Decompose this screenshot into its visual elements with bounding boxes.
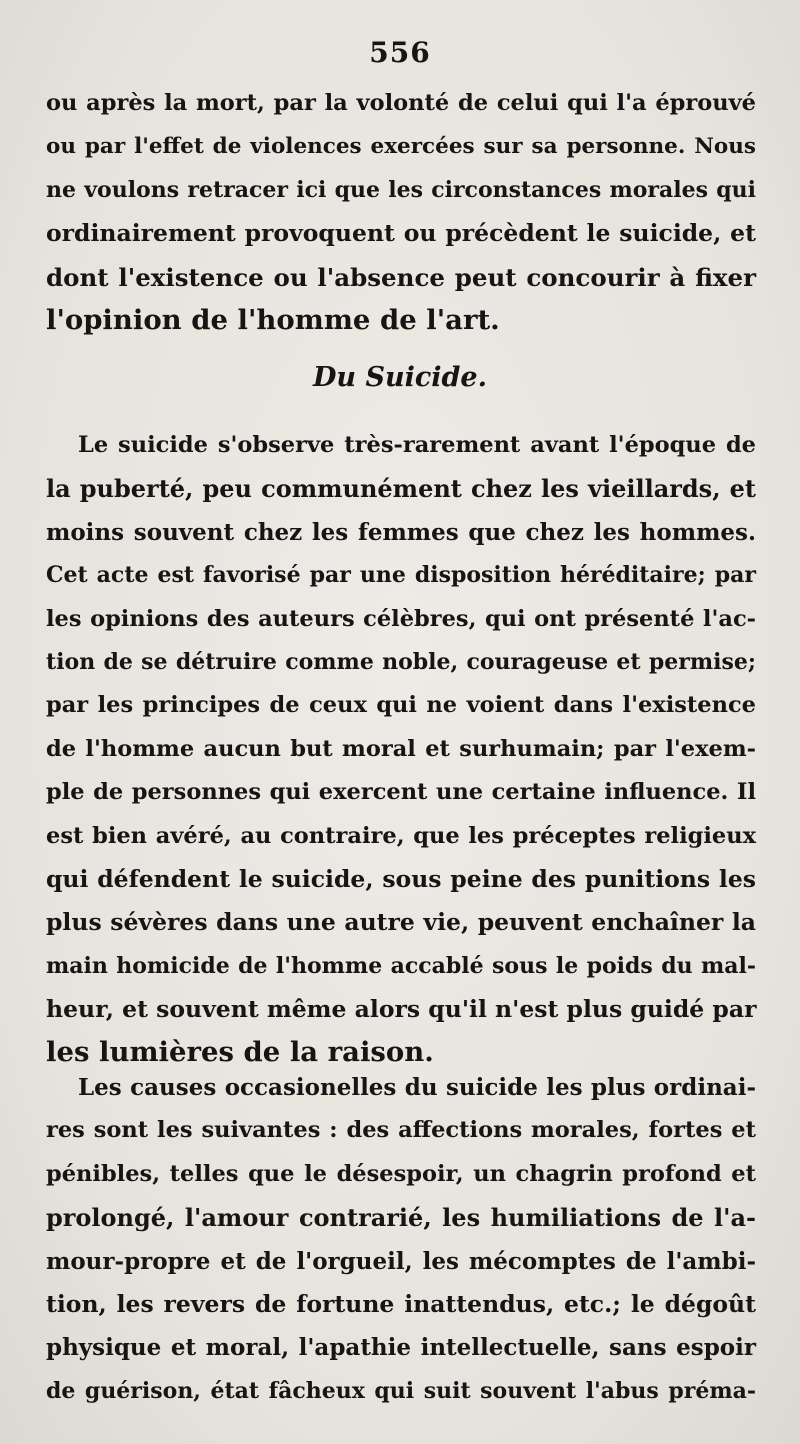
text-line: Le suicide s'observe très-rarement avant l'époque de: [78, 432, 756, 458]
text-line: de guérison, état fâcheux qui suit souvent l'abus préma-: [46, 1377, 756, 1404]
text-line: les lumières de la raison.: [46, 1036, 434, 1069]
page-number: 556: [369, 36, 431, 69]
text-line: prolongé, l'amour contrarié, les humiliations de l'a-: [46, 1203, 756, 1233]
text-line: les opinions des auteurs célèbres, qui ont présenté l'ac-: [46, 605, 756, 632]
text-line: ne voulons retracer ici que les circonstances morales qui: [46, 176, 756, 203]
text-line: plus sévères dans une autre vie, peuvent enchaîner la: [46, 908, 756, 937]
text-line: pénibles, telles que le désespoir, un chagrin profond et: [46, 1160, 756, 1187]
paragraph-1: [46, 424, 756, 1075]
text-line: l'opinion de l'homme de l'art.: [46, 303, 500, 336]
text-line: ou par l'effet de violences exercées sur sa personne. Nous: [46, 134, 756, 160]
text-line: de l'homme aucun but moral et surhumain; par l'exem-: [46, 735, 756, 762]
text-line: qui défendent le suicide, sous peine des punitions les: [46, 864, 756, 893]
text-line: physique et moral, l'apathie intellectuelle, sans espoir: [46, 1334, 756, 1362]
text-line: res sont les suivantes : des affections morales, fortes et: [46, 1117, 756, 1144]
text-line: moins souvent chez les femmes que chez les hommes.: [46, 518, 756, 546]
intro-paragraph: [46, 82, 756, 342]
text-line: Les causes occasionelles du suicide les plus ordinai-: [78, 1074, 756, 1101]
text-line: Cet acte est favorisé par une disposition héréditaire; par: [46, 562, 756, 589]
text-line: ple de personnes qui exercent une certaine influence. Il: [46, 779, 756, 806]
text-line: par les principes de ceux qui ne voient dans l'existence: [46, 692, 756, 719]
text-line: dont l'existence ou l'absence peut concourir à fixer: [46, 262, 756, 292]
section-heading: Du Suicide.: [313, 362, 487, 393]
text-line: tion de se détruire comme noble, courageuse et permise;: [46, 648, 756, 675]
text-line: ou après la mort, par la volonté de celui qui l'a éprouvé: [46, 90, 756, 116]
paragraph-2: [46, 1066, 756, 1413]
text-line: est bien avéré, au contraire, que les préceptes religieux: [46, 822, 756, 849]
text-line: ordinairement provoquent ou précèdent le suicide, et: [46, 219, 756, 248]
text-line: la puberté, peu communément chez les vieillards, et: [46, 474, 756, 504]
text-line: main homicide de l'homme accablé sous le poids du mal-: [46, 952, 756, 979]
text-line: heur, et souvent même alors qu'il n'est plus guidé par: [46, 995, 757, 1024]
text-line: tion, les revers de fortune inattendus, etc.; le dégoût: [46, 1289, 756, 1318]
text-line: mour-propre et de l'orgueil, les mécomptes de l'ambi-: [46, 1247, 756, 1275]
